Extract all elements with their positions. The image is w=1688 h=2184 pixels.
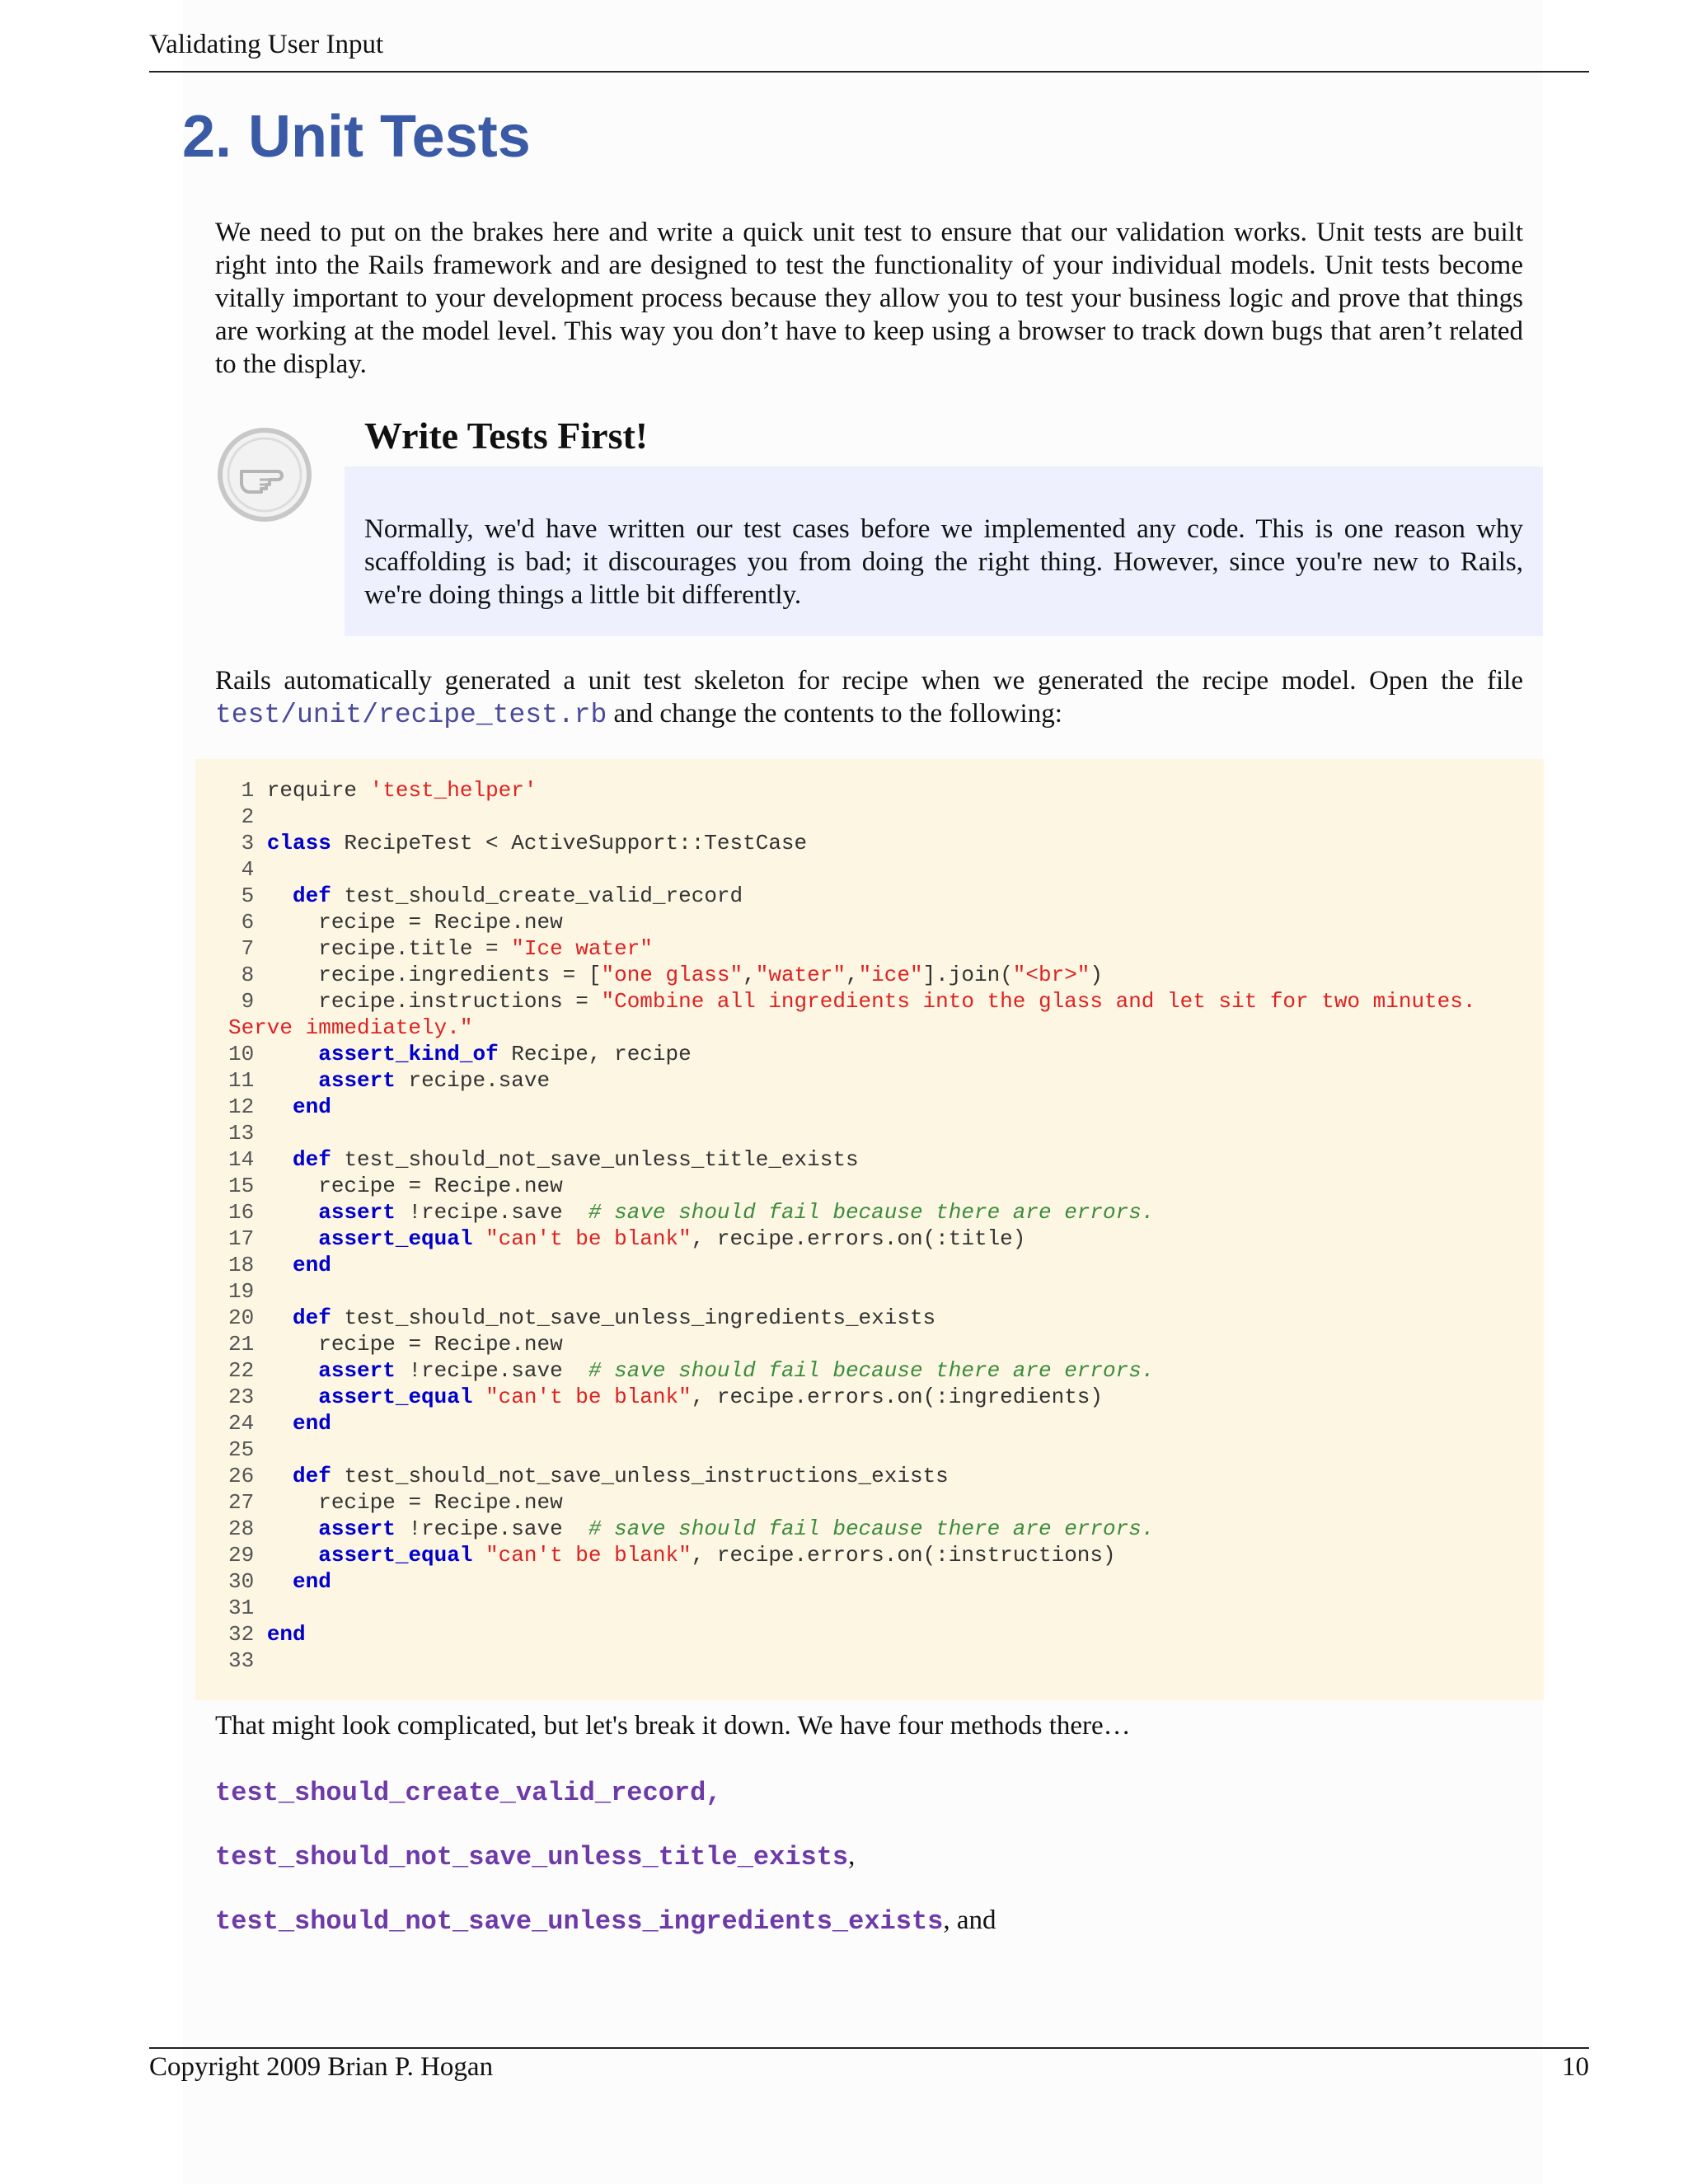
code-keyword: end <box>266 1622 306 1647</box>
code-keyword: class <box>266 831 331 855</box>
line-number: 3 <box>228 831 267 855</box>
code-string: "Combine all ingredients into the glass and let sit for two minutes. <box>601 989 1476 1014</box>
method-name: test_should_not_save_unless_ingredients_exists <box>215 1906 944 1937</box>
line-number: 23 <box>228 1385 267 1409</box>
line-number: 18 <box>228 1253 267 1277</box>
note-text: Normally, we'd have written our test cases before we implemented any code. This is one reason why scaffolding is bad; it discourages you from doing the right thing. However, since you're new to Rails, we're doing things a little bit differently. <box>364 514 1523 610</box>
method-suffix: , and <box>943 1905 996 1935</box>
code-text <box>267 1411 293 1436</box>
code-line <box>228 988 1539 1015</box>
line-number: 26 <box>228 1464 267 1488</box>
line-number: 20 <box>228 1305 267 1330</box>
code-string: "can't be blank" <box>485 1226 692 1251</box>
code-keyword: def <box>293 1147 331 1172</box>
code-line <box>228 909 1539 935</box>
code-line <box>228 1094 1539 1120</box>
line-number: 11 <box>228 1068 267 1093</box>
code-line <box>228 1331 1539 1357</box>
running-header: Validating User Input <box>149 30 384 59</box>
code-text <box>267 1464 293 1488</box>
code-string: "can't be blank" <box>485 1385 692 1409</box>
code-string: "can't be blank" <box>485 1543 692 1568</box>
line-number: 7 <box>228 936 267 961</box>
code-line <box>228 1120 1539 1146</box>
line-number: 13 <box>228 1121 267 1146</box>
line-number: 5 <box>228 883 267 908</box>
section-title: 2. Unit Tests <box>182 104 531 170</box>
code-text: require <box>266 778 370 803</box>
code-text: RecipeTest < ActiveSupport::TestCase <box>331 831 808 855</box>
footer-rule <box>149 2047 1589 2049</box>
code-line <box>228 1647 1539 1674</box>
code-keyword: assert <box>318 1200 396 1225</box>
code-string: "one glass" <box>601 963 743 987</box>
code-line <box>228 777 1539 804</box>
code-comment: # save should fail because there are errors. <box>588 1200 1155 1225</box>
code-text: , recipe.errors.on(:title) <box>691 1226 1026 1251</box>
code-text <box>267 1569 293 1594</box>
code-listing <box>228 777 1539 1674</box>
code-text <box>267 1543 318 1568</box>
page-number: 10 <box>1562 2052 1589 2082</box>
line-number: 12 <box>228 1094 267 1119</box>
code-text: recipe = Recipe.new <box>266 910 563 935</box>
method-name-item <box>215 1775 722 1810</box>
code-text <box>267 1516 318 1541</box>
line-number: 19 <box>228 1279 267 1304</box>
code-line <box>228 1252 1539 1278</box>
code-line <box>228 1015 1539 1041</box>
code-text <box>472 1226 485 1251</box>
code-line <box>228 1384 1539 1410</box>
code-keyword: end <box>293 1253 331 1277</box>
line-number: 28 <box>228 1516 267 1541</box>
code-keyword: end <box>293 1411 331 1436</box>
code-line <box>228 1226 1539 1252</box>
code-text: , <box>845 963 859 987</box>
code-text: recipe = Recipe.new <box>266 1332 563 1357</box>
line-number: 32 <box>228 1622 267 1647</box>
code-line <box>228 1410 1539 1436</box>
code-line <box>228 1568 1539 1595</box>
code-line <box>228 1041 1539 1067</box>
code-keyword: assert_equal <box>318 1226 473 1251</box>
line-number: 30 <box>228 1569 267 1594</box>
line-number: 27 <box>228 1490 267 1515</box>
line-number: 10 <box>228 1042 267 1066</box>
line-number: 22 <box>228 1358 267 1383</box>
line-number: 16 <box>228 1200 267 1225</box>
code-text: recipe = Recipe.new <box>266 1490 563 1515</box>
line-number: 24 <box>228 1411 267 1436</box>
code-line <box>228 1516 1539 1542</box>
code-text <box>267 1253 293 1277</box>
code-text: recipe.ingredients = [ <box>266 963 602 987</box>
header-rule <box>149 71 1589 73</box>
line-number: 6 <box>228 910 267 935</box>
code-string: 'test_helper' <box>369 778 537 803</box>
line-number: 9 <box>228 989 267 1014</box>
code-text <box>267 1385 318 1409</box>
line-number: 33 <box>228 1648 267 1673</box>
code-line <box>228 1305 1539 1331</box>
code-line <box>228 1067 1539 1094</box>
footer-copyright: Copyright 2009 Brian P. Hogan <box>149 2052 494 2082</box>
code-keyword: assert_equal <box>318 1543 473 1568</box>
code-text <box>267 1226 318 1251</box>
code-string: "<br>" <box>1012 963 1090 987</box>
code-text <box>472 1543 485 1568</box>
line-number: 8 <box>228 963 267 987</box>
line-number: 29 <box>228 1543 267 1568</box>
code-line <box>228 830 1539 856</box>
code-text <box>267 1147 293 1172</box>
code-keyword: def <box>293 1464 331 1488</box>
line-number: 25 <box>228 1437 267 1462</box>
method-name: test_should_not_save_unless_title_exists <box>215 1842 849 1872</box>
code-keyword: def <box>293 883 331 908</box>
code-keyword: end <box>293 1094 331 1119</box>
code-line <box>228 935 1539 962</box>
code-comment: # save should fail because there are errors. <box>588 1358 1155 1383</box>
code-text: test_should_create_valid_record <box>331 883 743 908</box>
code-line <box>228 962 1539 988</box>
code-line <box>228 1357 1539 1384</box>
code-string: "water" <box>755 963 846 987</box>
code-keyword: assert <box>318 1516 396 1541</box>
code-line <box>228 1463 1539 1489</box>
code-text <box>267 1094 293 1119</box>
code-text: recipe = Recipe.new <box>266 1174 563 1198</box>
method-suffix: , <box>848 1841 856 1871</box>
file-paragraph-before: Rails automatically generated a unit test skeleton for recipe when we generated the recipe model. Open the file <box>215 666 1523 696</box>
code-keyword: assert <box>318 1358 396 1383</box>
code-text: , recipe.errors.on(:instructions) <box>691 1543 1116 1568</box>
code-text: recipe.save <box>395 1068 551 1093</box>
code-line <box>228 1621 1539 1647</box>
file-paragraph <box>215 664 1523 732</box>
code-text: !recipe.save <box>395 1358 588 1383</box>
code-line <box>228 1489 1539 1516</box>
method-name-item <box>215 1904 996 1938</box>
code-text: , <box>743 963 756 987</box>
code-line <box>228 883 1539 909</box>
code-string: Serve immediately." <box>228 1015 473 1040</box>
code-text <box>267 1042 318 1066</box>
code-keyword: def <box>293 1305 331 1330</box>
method-name-item <box>215 1840 855 1874</box>
pointing-hand-icon <box>215 425 314 524</box>
code-text <box>267 1068 318 1093</box>
code-line <box>228 1595 1539 1621</box>
code-line <box>228 1542 1539 1568</box>
code-text: test_should_not_save_unless_ingredients_exists <box>331 1305 936 1330</box>
code-string: "ice" <box>858 963 923 987</box>
code-string: "Ice water" <box>511 936 653 961</box>
code-text: , recipe.errors.on(:ingredients) <box>691 1385 1103 1409</box>
code-line <box>228 1146 1539 1173</box>
line-number: 31 <box>228 1596 267 1620</box>
code-text: !recipe.save <box>395 1516 588 1541</box>
method-name: test_should_create_valid_record, <box>215 1778 722 1808</box>
line-number: 17 <box>228 1226 267 1251</box>
code-text: recipe.title = <box>266 936 512 961</box>
code-text: ) <box>1090 963 1104 987</box>
line-number: 1 <box>228 778 267 803</box>
code-text <box>267 1305 293 1330</box>
code-text: ].join( <box>922 963 1013 987</box>
line-number: 2 <box>228 804 267 829</box>
code-line <box>228 1436 1539 1463</box>
code-text: !recipe.save <box>395 1200 588 1225</box>
note-title: Write Tests First! <box>364 415 649 457</box>
line-number: 14 <box>228 1147 267 1172</box>
code-line <box>228 856 1539 883</box>
line-number: 21 <box>228 1332 267 1357</box>
code-line <box>228 1173 1539 1199</box>
code-text <box>267 1200 318 1225</box>
code-text: Recipe, recipe <box>498 1042 692 1066</box>
code-text: test_should_not_save_unless_title_exists <box>331 1147 859 1172</box>
code-text: recipe.instructions = <box>266 989 602 1014</box>
code-text <box>472 1385 485 1409</box>
file-paragraph-after: and change the contents to the following: <box>607 699 1062 729</box>
code-text <box>267 1358 318 1383</box>
line-number: 15 <box>228 1174 267 1198</box>
code-text <box>267 883 293 908</box>
code-keyword: assert <box>318 1068 396 1093</box>
breakdown-paragraph: That might look complicated, but let's break it down. We have four methods there… <box>215 1711 1131 1741</box>
code-keyword: assert_equal <box>318 1385 473 1409</box>
code-line <box>228 804 1539 830</box>
code-text: test_should_not_save_unless_instructions_exists <box>331 1464 949 1488</box>
file-path: test/unit/recipe_test.rb <box>215 700 607 730</box>
code-comment: # save should fail because there are errors. <box>588 1516 1155 1541</box>
code-keyword: assert_kind_of <box>318 1042 499 1066</box>
intro-paragraph: We need to put on the brakes here and write a quick unit test to ensure that our validation works. Unit tests are built right into the Rails framework and are designed to test the functionality of your individual models. Unit tests become vitally important to your development process because they allow you to test your business logic and prove that things are working at the model level. This way you don’t have to keep using a browser to track down bugs that aren’t related to the display. <box>215 218 1523 379</box>
code-keyword: end <box>293 1569 331 1594</box>
code-line <box>228 1199 1539 1226</box>
code-line <box>228 1278 1539 1305</box>
line-number: 4 <box>228 857 267 882</box>
